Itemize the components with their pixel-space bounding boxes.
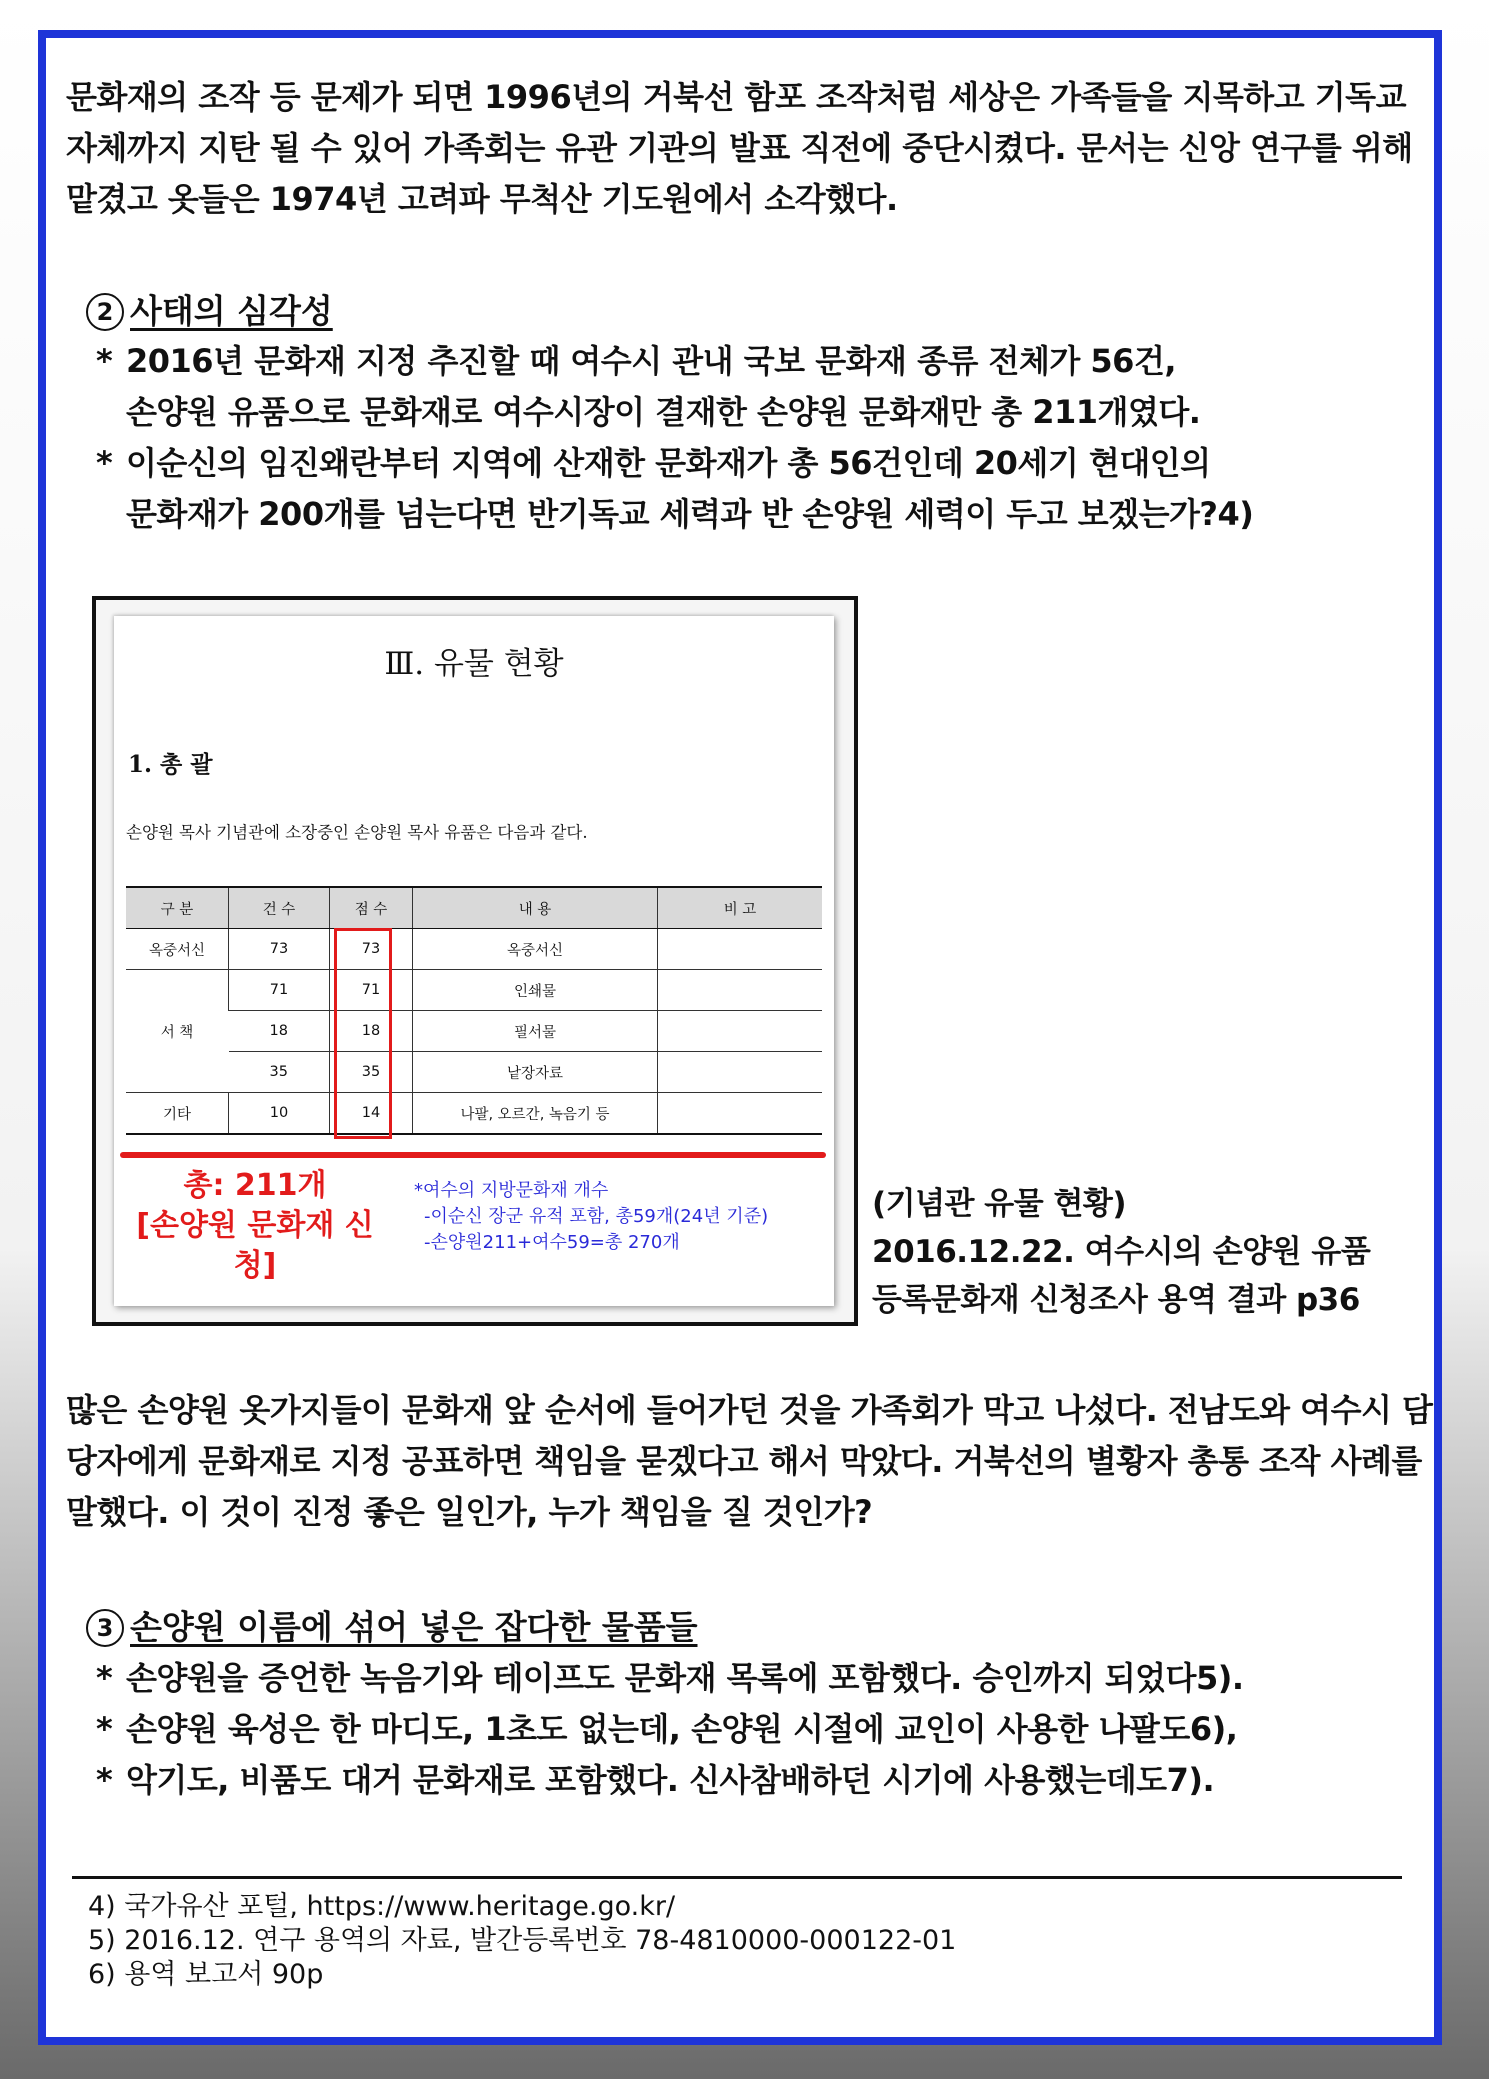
total-annotation: 총: 211개 [손양원 문화재 신청] [136, 1168, 374, 1283]
header-count: 건 수 [229, 887, 330, 929]
section3-bullet-3: * 악기도, 비품도 대거 문화재로 포함했다. 신사참배하던 시기에 사용했는데도7). [96, 1761, 1215, 1799]
footnote-divider [72, 1876, 1402, 1879]
table-row: 서 책 71 71 인쇄물 [126, 970, 822, 1011]
red-underline [120, 1152, 826, 1158]
table-row: 18 18 필서물 [126, 1011, 822, 1052]
figure-subtitle: 1. 총 괄 [128, 751, 213, 778]
header-note: 비 고 [658, 887, 823, 929]
section2-title: 사태의 심각성 [130, 291, 333, 331]
points-highlight-box [334, 928, 392, 1139]
section2-heading [86, 288, 333, 334]
section3-bullet-1: * 손양원을 증언한 녹음기와 테이프도 문화재 목록에 포함했다. 승인까지 되었다5). [96, 1659, 1244, 1697]
header-points: 점 수 [330, 887, 413, 929]
table-row: 35 35 낱장자료 [126, 1052, 822, 1093]
footnote-5: 5) 2016.12. 연구 용역의 자료, 발간등록번호 78-4810000-000122-01 [88, 1925, 957, 1956]
figure-description: 손양원 목사 기념관에 소장중인 손양원 목사 유품은 다음과 같다. [126, 823, 588, 842]
circled-number-2: 2 [86, 293, 124, 331]
section3-bullet-2: * 손양원 육성은 한 마디도, 1초도 없는데, 손양원 시절에 교인이 사용한 나팔도6), [96, 1710, 1238, 1748]
footnote-4: 4) 국가유산 포털, https://www.heritage.go.kr/ [88, 1891, 676, 1922]
table-header-row [126, 887, 822, 929]
section3-heading [86, 1604, 698, 1650]
intro-paragraph: 문화재의 조작 등 문제가 되면 1996년의 거북선 함포 조작처럼 세상은 가족들을 지목하고 기독교 자체까지 지탄 될 수 있어 가족회는 유관 기관의 발표 직전에 중단시켰다. 문서는 신앙 연구를 위해 맡겼고 옷들은 1974년 고려파 무척산 기도원에서 소각했다. [66, 78, 1413, 218]
header-content: 내 용 [413, 887, 658, 929]
figure-document [114, 616, 834, 1306]
section3-title: 손양원 이름에 섞어 넣은 잡다한 물품들 [130, 1607, 698, 1647]
figure-caption: (기념관 유물 현황) 2016.12.22. 여수시의 손양원 유품 등록문화재 신청조사 용역 결과 p36 [872, 1186, 1371, 1318]
footnote-6: 6) 용역 보고서 90p [88, 1959, 324, 1990]
figure-title: Ⅲ. 유물 현황 [384, 646, 564, 682]
table-row: 기타 10 14 나팔, 오르간, 녹음기 등 [126, 1093, 822, 1135]
circled-number-3: 3 [86, 1609, 124, 1647]
section2-bullet-1: * 2016년 문화재 지정 추진할 때 여수시 관내 국보 문화재 종류 전체가 56건, 손양원 유품으로 문화재로 여수시장이 결재한 손양원 문화재만 총 211개였다. [96, 342, 1201, 431]
relics-table [126, 886, 822, 1135]
header-category: 구 분 [126, 887, 229, 929]
middle-paragraph: 많은 손양원 옷가지들이 문화재 앞 순서에 들어가던 것을 가족회가 막고 나섰다. 전남도와 여수시 담당자에게 문화재로 지정 공표하면 책임을 묻겠다고 해서 막았다. 거북선의 별황자 총통 조작 사례를 말했다. 이 것이 진정 좋은 일인가, 누가 책임을 질 것인가? [66, 1391, 1433, 1531]
figure-image [92, 596, 858, 1326]
table-row: 옥중서신 73 73 옥중서신 [126, 929, 822, 970]
section2-bullet-2: * 이순신의 임진왜란부터 지역에 산재한 문화재가 총 56건인데 20세기 현대인의 문화재가 200개를 넘는다면 반기독교 세력과 반 손양원 세력이 두고 보겠는가?4) [96, 444, 1254, 533]
blue-note: *여수의 지방문화재 개수 -이순신 장군 유적 포함, 총59개(24년 기준) -손양원211+여수59=총 270개 [414, 1180, 769, 1253]
footnotes [88, 1890, 956, 1992]
